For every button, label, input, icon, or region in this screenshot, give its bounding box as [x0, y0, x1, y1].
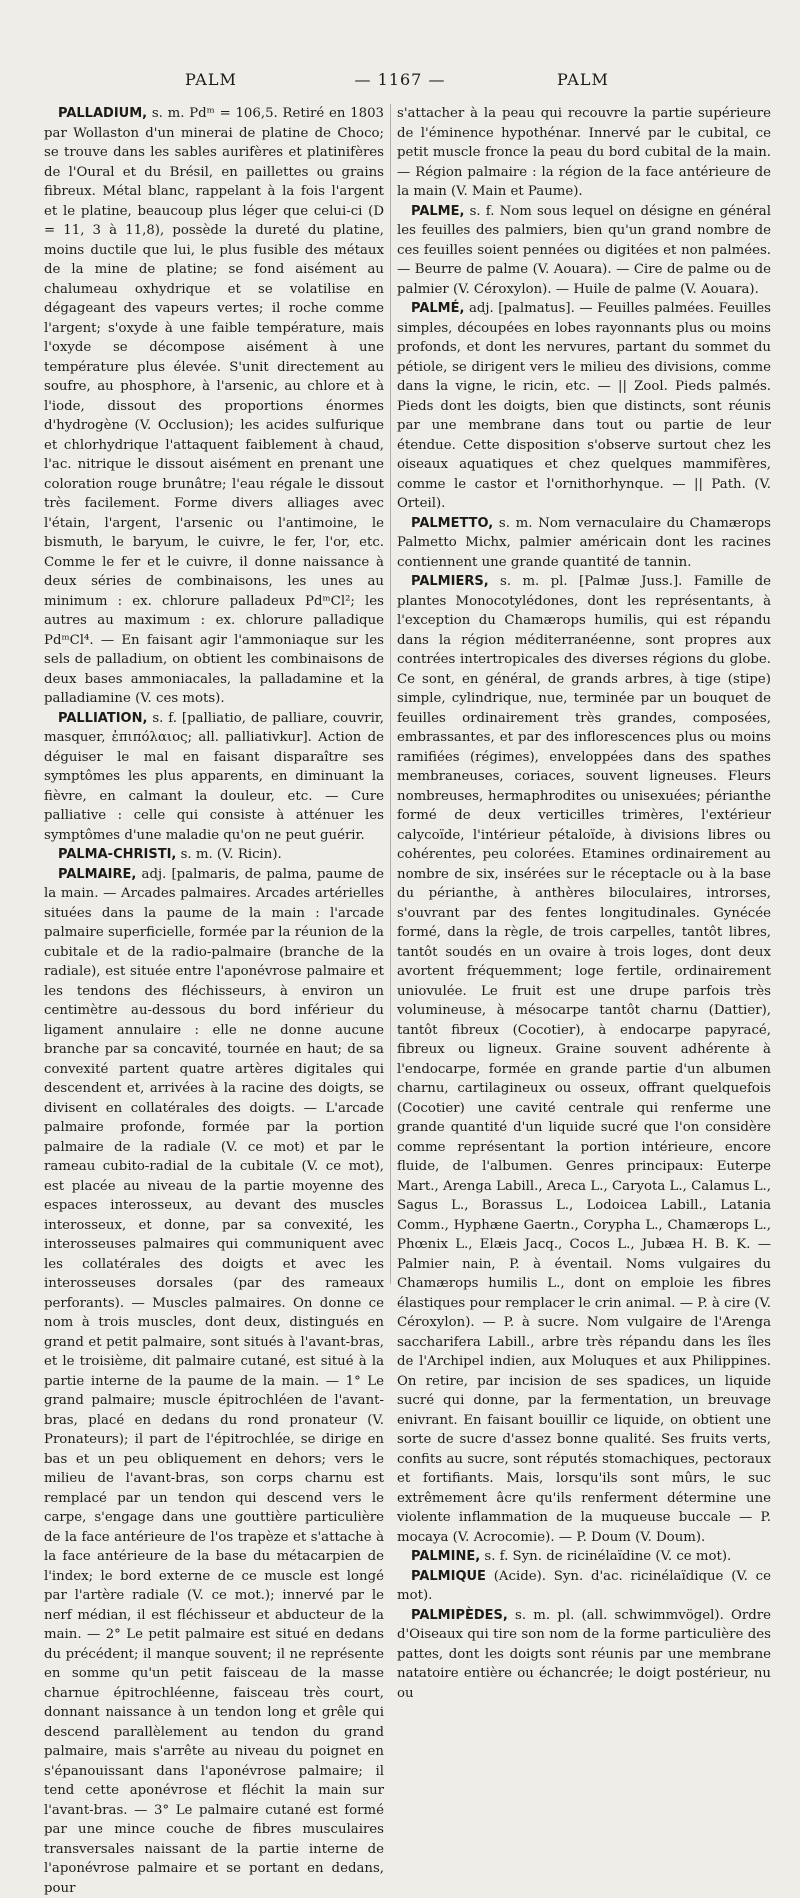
running-header — [40, 70, 760, 98]
entry-palma-christi — [44, 845, 384, 865]
page-number: — 1167 — — [340, 70, 460, 89]
entry-palme-adj — [397, 299, 771, 514]
entry-text: s. m. pl. [Palmæ Juss.]. Famille de plantes Monocotylédones, dont les représentants, à l'exception du Chamærops humilis, qui est répandu dans la région méditerranéenne, sont propres aux contrées intertropicales des diverses régions du globe. Ce sont, en général, de grands arbres, à tige (stipe) simple, cylindrique, nue, terminée par un bouquet de feuilles ordinairement très grandes, composées, embrassantes, et par des inflorescences plus ou moins ramifiées (régimes), enveloppées dans des spathes membraneuses, coriaces, souvent ligneuses. Fleurs nombreuses, hermaphrodites ou unisexuées; périanthe formé de deux verticilles trimères, l'extérieur calycoïde, l'intérieur pétaloïde, à divisions libres ou cohérentes, peu colorées. Etamines ordinairement au nombre de six, insérées sur le réceptacle ou à la base du périanthe, à anthères biloculaires, introrses, s'ouvrant par des fentes longitudinales. Gynécée formé, dans la règle, de trois carpelles, tantôt libres, tantôt soudés en un ovaire à trois loges, dont deux avortent fréquemment; loge fertile, ordinairement uniovulée. Le fruit est une drupe parfois très volumineuse, à mésocarpe tantôt charnu (Dattier), tantôt fibreux (Cocotier), à endocarpe papyracé, fibreux ou ligneux. Graine souvent adhérente à l'endocarpe, formée en grande partie d'un albumen charnu, cartilagineux ou osseux, offrant quelquefois (Cocotier) une cavité centrale qui renferme une grande quantité d'un liquide sucré que l'on considère comme représentant la portion intérieure, encore fluide, de l'albumen. Genres principaux: Euterpe Mart., Arenga Labill., Areca L., Caryota L., Calamus L., Sagus L., Borassus L., Lodoicea Labill., Latania Comm., Hyphæne Gaertn., Corypha L., Chamærops L., Phœnix L., Elæis Jacq., Cocos L., Jubæa H. B. K. — Palmier nain, P. à éventail. Noms vulgaires du Chamærops humilis L., dont on emploie les fibres élastiques pour remplacer le crin animal. — P. à cire (V. Céroxylon). — P. à sucre. Nom vulgaire de l'Arenga saccharifera Labill., arbre très répandu dans les îles de l'Archipel indien, aux Moluques et aux Philippines. On retire, par incision de ses spadices, un liquide sucré qui donne, par la fermentation, un breuvage enivrant. En faisant bouillir ce liquide, on obtient une sorte de sucre d'assez bonne qualité. Ses fruits verts, confits au sucre, sont réputés stomachiques, pectoraux et fortifiants. Mais, lorsqu'ils sont mûrs, le suc extrêmement âcre qu'ils renferment détermine une violente inflammation de la muqueuse buccale — P. mocaya (V. Acrocomie). — P. Doum (V. Doum). — [397, 574, 771, 1545]
headword: PALMAIRE, — [58, 867, 136, 882]
entry-palliation — [44, 709, 384, 846]
headword: PALME, — [411, 204, 464, 219]
headword: PALMIPÈDES, — [411, 1608, 508, 1623]
entry-text: adj. [palmatus]. — Feuilles palmées. Feuilles simples, découpées en lobes rayonnants plus ou moins profonds, et dont les nervures, partant du sommet du pétiole, se dirigent vers le milieu des divisions, comme dans la vigne, le ricin, etc. — || Zool. Pieds palmés. Pieds dont les doigts, bien que distincts, sont réunis par une membrane dans tout ou partie de leur étendue. Cette disposition s'observe surtout chez les oiseaux aquatiques et chez quelques mammifères, comme le castor et l'ornithorhynque. — || Path. (V. Orteil). — [397, 301, 771, 511]
entry-text: s. f. Syn. de ricinélaïdine (V. ce mot). — [480, 1549, 731, 1564]
entry-text: s'attacher à la peau qui recouvre la partie supérieure de l'éminence hypothénar. Innervé par le cubital, ce petit muscle fronce la peau du bord cubital de la main. — Région palmaire : la région de la face antérieure de la main (V. Main et Paume). — [397, 106, 771, 199]
headword: PALMA-CHRISTI, — [58, 847, 176, 862]
entry-text: s. f. [palliatio, de palliare, couvrir, masquer, ἐπιπόλαιος; all. palliativkur]. Action de déguiser le mal en faisant disparaître ses symptômes les plus apparents, en diminuant la fièvre, en calmant la douleur, etc. — Cure palliative : celle qui consiste à atténuer les symptômes d'une maladie qu'on ne peut guérir. — [44, 711, 384, 843]
entry-text: s. m. pl. (all. schwimmvögel). Ordre d'Oiseaux qui tire son nom de la forme particulière des pattes, dont les doigts sont réunis par une membrane natatoire entière ou échancrée; le doigt postérieur, nu ou — [397, 1608, 771, 1701]
headword: PALMINE, — [411, 1549, 480, 1564]
column-divider — [390, 104, 391, 1284]
entry-palmaire-continued — [397, 104, 771, 202]
headword: PALMÉ, — [411, 301, 464, 316]
header-right-word: PALM — [557, 70, 609, 89]
entry-palladium — [44, 104, 384, 709]
entry-text: (Acide). Syn. d'ac. ricinélaïdique (V. ce mot). — [397, 1569, 771, 1604]
entry-palmiers — [397, 572, 771, 1547]
entry-palmipedes — [397, 1606, 771, 1704]
headword: PALLADIUM, — [58, 106, 147, 121]
headword: PALMIQUE — [411, 1569, 486, 1584]
entry-text: adj. [palmaris, de palma, paume de la main. — Arcades palmaires. Arcades artérielles situées dans la paume de la main : l'arcade palmaire superficielle, formée par la réunion de la cubitale et de la radio-palmaire (branche de la radiale), est située entre l'aponévrose palmaire et les tendons des fléchisseurs, à environ un centimètre au-dessous du bord inférieur du ligament annulaire : elle ne donne aucune branche par sa concavité, tournée en haut; de sa convexité partent quatre artères digitales qui descendent et, arrivées à la racine des doigts, se divisent en collatérales des doigts. — L'arcade palmaire profonde, formée par la portion palmaire de la radiale (V. ce mot) et par le rameau cubito-radial de la cubitale (V. ce mot), est placée au niveau de la partie moyenne des espaces interosseux, au devant des muscles interosseux, et donne, par sa convexité, les interosseuses palmaires qui communiquent avec les collatérales des doigts et avec les interosseuses dorsales (par des rameaux perforants). — Muscles palmaires. On donne ce nom à trois muscles, dont deux, distingués en grand et petit palmaire, sont situés à l'avant-bras, et le troisième, dit palmaire cutané, est situé à la partie interne de la paume de la main. — 1° Le grand palmaire; muscle épitrochléen de l'avant-bras, placé en dedans du rond pronateur (V. Pronateurs); il part de l'épitrochlée, se dirige en bas et un peu obliquement en dehors; vers le milieu de l'avant-bras, son corps charnu est remplacé par un tendon qui descend vers le carpe, s'engage dans une gouttière particulière de la face antérieure de l'os trapèze et s'attache à la face antérieure de la base du métacarpien de l'index; le bord externe de ce muscle est longé par l'artère radiale (V. ce mot.); innervé par le nerf médian, il est fléchisseur et abducteur de la main. — 2° Le petit palmaire est situé en dedans du précédent; il manque souvent; il ne représente en somme qu'un petit faisceau de la masse charnue épitrochléenne, faisceau très court, donnant naissance à un tendon long et grêle qui descend parallèlement au tendon du grand palmaire, mais s'arrête au niveau du poignet en s'épanouissant dans l'aponévrose palmaire; il tend cette aponévrose et fléchit la main sur l'avant-bras. — 3° Le palmaire cutané est formé par une mince couche de fibres musculaires transversales naissant de la partie interne de l'aponévrose palmaire et se portant en dedans, pour — [44, 867, 384, 1896]
entry-palme — [397, 202, 771, 300]
right-column — [397, 104, 771, 1703]
entry-palmine — [397, 1547, 771, 1567]
header-left-word: PALM — [185, 70, 237, 89]
entry-text: s. f. Nom sous lequel on désigne en général les feuilles des palmiers, bien qu'un grand nombre de ces feuilles soient pennées ou digitées et non palmées. — Beurre de palme (V. Aouara). — Cire de palme ou de palmier (V. Céroxylon). — Huile de palme (V. Aouara). — [397, 204, 771, 297]
entry-palmaire — [44, 865, 384, 1898]
entry-text: s. m. Nom vernaculaire du Chamærops Palmetto Michx, palmier américain dont les racines contiennent une grande quantité de tannin. — [397, 516, 771, 570]
headword: PALMETTO, — [411, 516, 493, 531]
headword: PALMIERS, — [411, 574, 489, 589]
entry-text: s. m. (V. Ricin). — [176, 847, 281, 862]
entry-text: s. m. Pdᵐ = 106,5. Retiré en 1803 par Wollaston d'un minerai de platine de Choco; se trouve dans les sables aurifères et platinifères de l'Oural et du Brésil, en paillettes ou grains fibreux. Métal blanc, rappelant à la fois l'argent et le platine, beaucoup plus léger que celui-ci (D = 11, 3 à 11,8), possède la dureté du platine, moins ductile que lui, le plus fusible des métaux de la mine de platine; se fond aisément au chalumeau oxhydrique et se volatilise en dégageant des vapeurs vertes; il roche comme l'argent; s'oxyde à une faible température, mais l'oxyde se décompose aisément à une température plus élevée. S'unit directement au soufre, au phosphore, à l'arsenic, au chlore et à l'iode, dissout des proportions énormes d'hydrogène (V. Occlusion); les acides sulfurique et chlorhydrique l'attaquent faiblement à chaud, l'ac. nitrique le dissout aisément en prenant une coloration rouge brunâtre; l'eau régale le dissout très facilement. Forme divers alliages avec l'étain, l'argent, l'arsenic ou l'antimoine, le bismuth, le baryum, le cuivre, le fer, l'or, etc. Comme le fer et le cuivre, il donne naissance à deux séries de combinaisons, les unes au minimum : ex. chlorure palladeux PdᵐCl²; les autres au maximum : ex. chlorure palladique PdᵐCl⁴. — En faisant agir l'ammoniaque sur les sels de palladium, on obtient les combinaisons de deux bases ammoniacales, la palladamine et la palladiamine (V. ces mots). — [44, 106, 384, 706]
headword: PALLIATION, — [58, 711, 147, 726]
entry-palmetto — [397, 514, 771, 573]
entry-palmique — [397, 1567, 771, 1606]
left-column — [44, 104, 384, 1898]
